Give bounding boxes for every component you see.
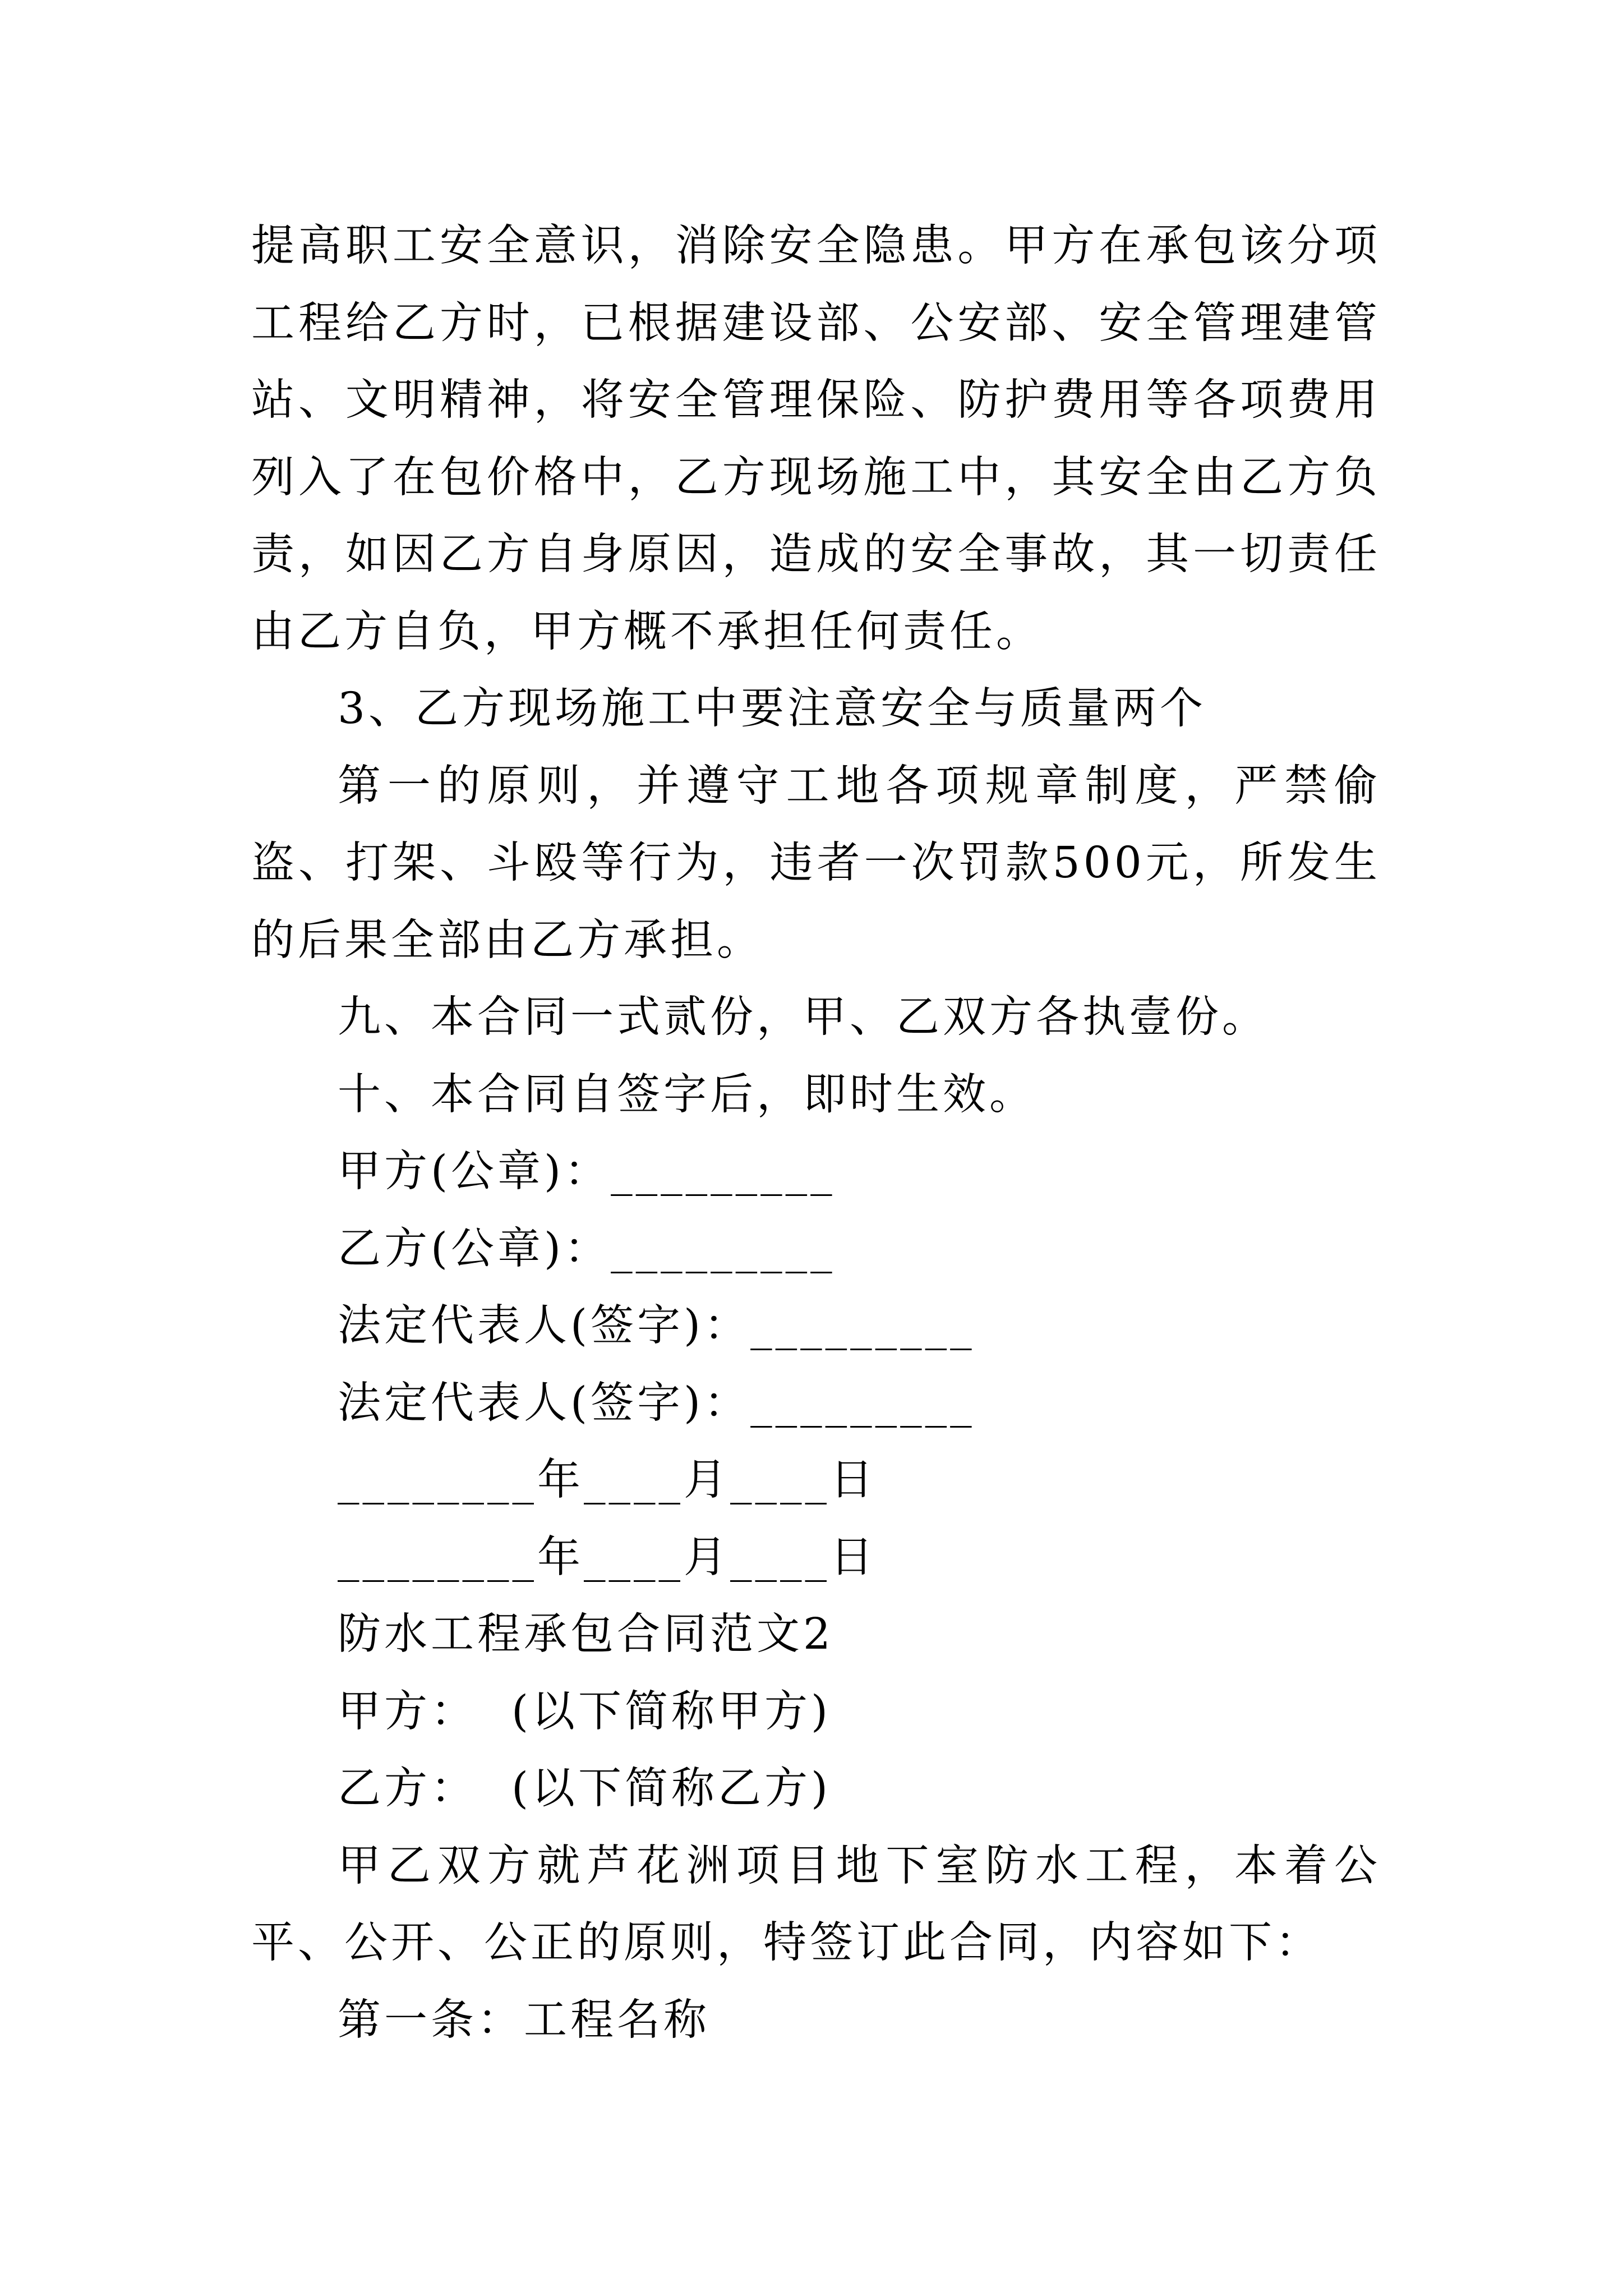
date-line-1: ________年____月____日 xyxy=(338,1455,877,1505)
date-line-2: ________年____月____日 xyxy=(338,1532,877,1582)
section-title: 防水工程承包合同范文2 xyxy=(338,1609,834,1659)
item-3-paragraph: 第一的原则，并遵守工地各项规章制度，严禁偷盗、打架、斗殴等行为，违者一次罚款500元，所发生的后果全部由乙方承担。 xyxy=(251,761,1381,965)
article-1-heading: 第一条：工程名称 xyxy=(338,1995,710,2045)
party-a-line: 甲方： (以下简称甲方) xyxy=(338,1686,832,1737)
clause-10: 十、本合同自签字后，即时生效。 xyxy=(338,1069,1036,1120)
document-body xyxy=(251,208,1381,2059)
intro-paragraph: 甲乙双方就芦花洲项目地下室防水工程，本着公平、公开、公正的原则，特签订此合同，内容如下： xyxy=(251,1841,1381,1968)
party-a-seal-line: 甲方(公章)：_________ xyxy=(338,1147,836,1197)
item-3-heading: 3、乙方现场施工中要注意安全与质量两个 xyxy=(338,684,1206,734)
legal-rep-signature-1: 法定代表人(签字)：_________ xyxy=(338,1301,975,1351)
party-b-seal-line: 乙方(公章)：_________ xyxy=(338,1223,836,1274)
paragraph-safety-responsibility: 提高职工安全意识，消除安全隐患。甲方在承包该分项工程给乙方时，已根据建设部、公安部、安全管理建管站、文明精神，将安全管理保险、防护费用等各项费用列入了在包价格中，乙方现场施工中，其安全由乙方负责，如因乙方自身原因，造成的安全事故，其一切责任由乙方自负，甲方概不承担任何责任。 xyxy=(251,221,1381,657)
clause-9: 九、本合同一式贰份，甲、乙双方各执壹份。 xyxy=(338,992,1269,1042)
legal-rep-signature-2: 法定代表人(签字)：_________ xyxy=(338,1378,975,1428)
party-b-line: 乙方： (以下简称乙方) xyxy=(338,1764,832,1814)
